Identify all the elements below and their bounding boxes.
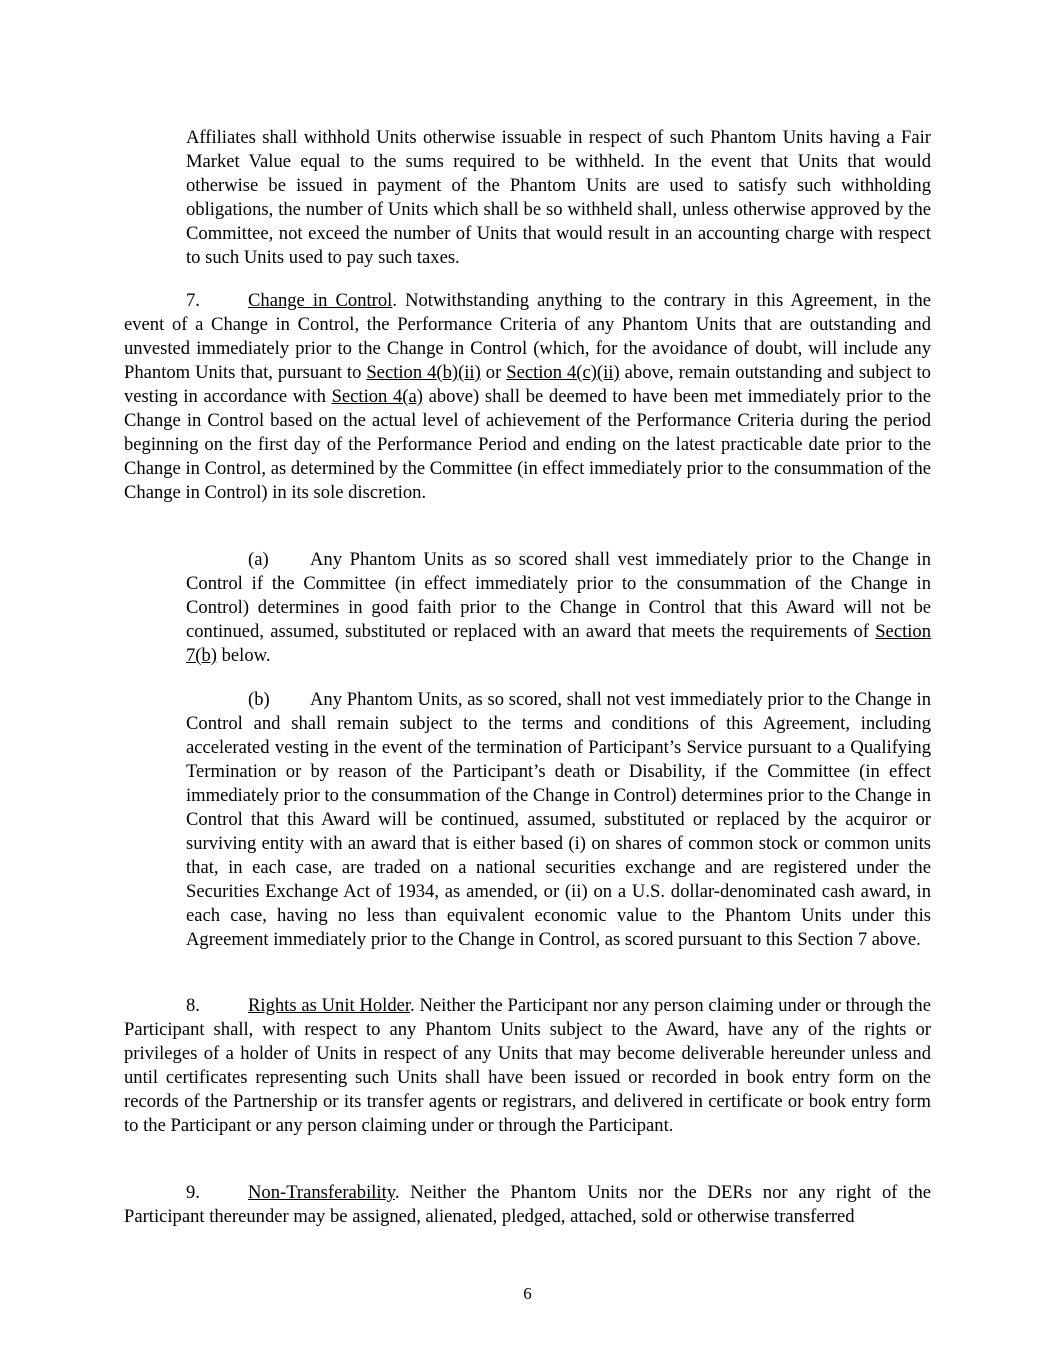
section-7b-label: (b) — [248, 689, 270, 710]
section-8-heading: Rights as Unit Holder — [248, 995, 411, 1016]
section-7-paragraph — [124, 289, 931, 505]
section-8-number: 8. — [186, 995, 200, 1016]
section-4bii-reference: Section 4(b)(ii) — [366, 362, 481, 383]
section-7-text-4: above) shall be deemed to have been met immediately prior to the Change in Control based on the actual level of achievement of the Performance Criteria during the period beginning on the first day of the Performance Period and ending on the latest practicable date prior to the Change in Control, as determined by the Committee (in effect immediately prior to the consummation of the Change in Control) in its sole discretion. — [124, 386, 931, 503]
section-8-paragraph — [124, 994, 931, 1138]
section-4a-reference: Section 4(a) — [331, 386, 423, 407]
section-9-number: 9. — [186, 1182, 200, 1203]
section-7-number: 7. — [186, 290, 200, 311]
section-7a-label: (a) — [248, 549, 269, 570]
section-9-heading: Non-Transferability — [248, 1182, 395, 1203]
section-9-paragraph — [124, 1181, 931, 1229]
section-7a-paragraph — [186, 548, 931, 668]
section-4cii-reference: Section 4(c)(ii) — [506, 362, 620, 383]
section-8-text: . Neither the Participant nor any person claiming under or through the Participant shall, with respect to any Phantom Units subject to the Award, have any of the rights or privileges of a holder of Units in respect of any Units that may become deliverable hereunder unless and until certificates representing such Units shall have been issued or recorded in book entry form on the records of the Partnership or its transfer agents or registrars, and delivered in certificate or book entry form to the Participant or any person claiming under or through the Participant. — [124, 995, 931, 1136]
section-7-text-1: . Notwithstanding anything to the contrary in this Agreement, in the event of a Change in Control, the Performance Criteria of any Phantom Units that are outstanding and unvested immediately prior to the Change in Control (which, for the avoidance of doubt, will include any Phantom Units that, pursuant to — [124, 290, 931, 383]
page-number: 6 — [523, 1284, 532, 1303]
section-7b-reference: Section 7(b) — [186, 621, 931, 666]
section-7a-text-2: below. — [216, 645, 271, 666]
section-7-text-3: above, remain outstanding and subject to vesting in accordance with — [124, 362, 931, 407]
section-7b-text: Any Phantom Units, as so scored, shall not vest immediately prior to the Change in Control and shall remain subject to the terms and conditions of this Agreement, including accelerated vesting in the event of the termination of Participant’s Service pursuant to a Qualifying Termination or by reason of the Participant’s death or Disability, if the Committee (in effect immediately prior to the consummation of the Change in Control) determines prior to the Change in Control that this Award will be continued, assumed, substituted or replaced by the acquiror or surviving entity with an award that is either based (i) on shares of common stock or common units that, in each case, are traded on a national securities exchange and are registered under the Securities Exchange Act of 1934, as amended, or (ii) on a U.S. dollar-denominated cash award, in each case, having no less than equivalent economic value to the Phantom Units under this Agreement immediately prior to the Change in Control, as scored pursuant to this Section 7 above. — [186, 689, 931, 950]
section-7-heading: Change in Control — [248, 290, 393, 311]
section-7a-text-1: Any Phantom Units as so scored shall vest immediately prior to the Change in Control if the Committee (in effect immediately prior to the consummation of the Change in Control) determines in good faith prior to the Change in Control that this Award will not be continued, assumed, substituted or replaced with an award that meets the requirements of — [186, 549, 931, 642]
paragraph-6-text: Affiliates shall withhold Units otherwise issuable in respect of such Phantom Units having a Fair Market Value equal to the sums required to be withheld. In the event that Units that would otherwise be issued in payment of the Phantom Units are used to satisfy such withholding obligations, the number of Units which shall be so withheld shall, unless otherwise approved by the Committee, not exceed the number of Units that would result in an accounting charge with respect to such Units used to pay such taxes. — [186, 127, 931, 268]
section-9-text: . Neither the Phantom Units nor the DERs nor any right of the Participant thereunder may be assigned, alienated, pledged, attached, sold or otherwise transferred — [124, 1182, 931, 1227]
paragraph-6-continued — [186, 126, 931, 270]
section-7b-paragraph — [186, 688, 931, 952]
section-7-text-2: or — [480, 362, 507, 383]
